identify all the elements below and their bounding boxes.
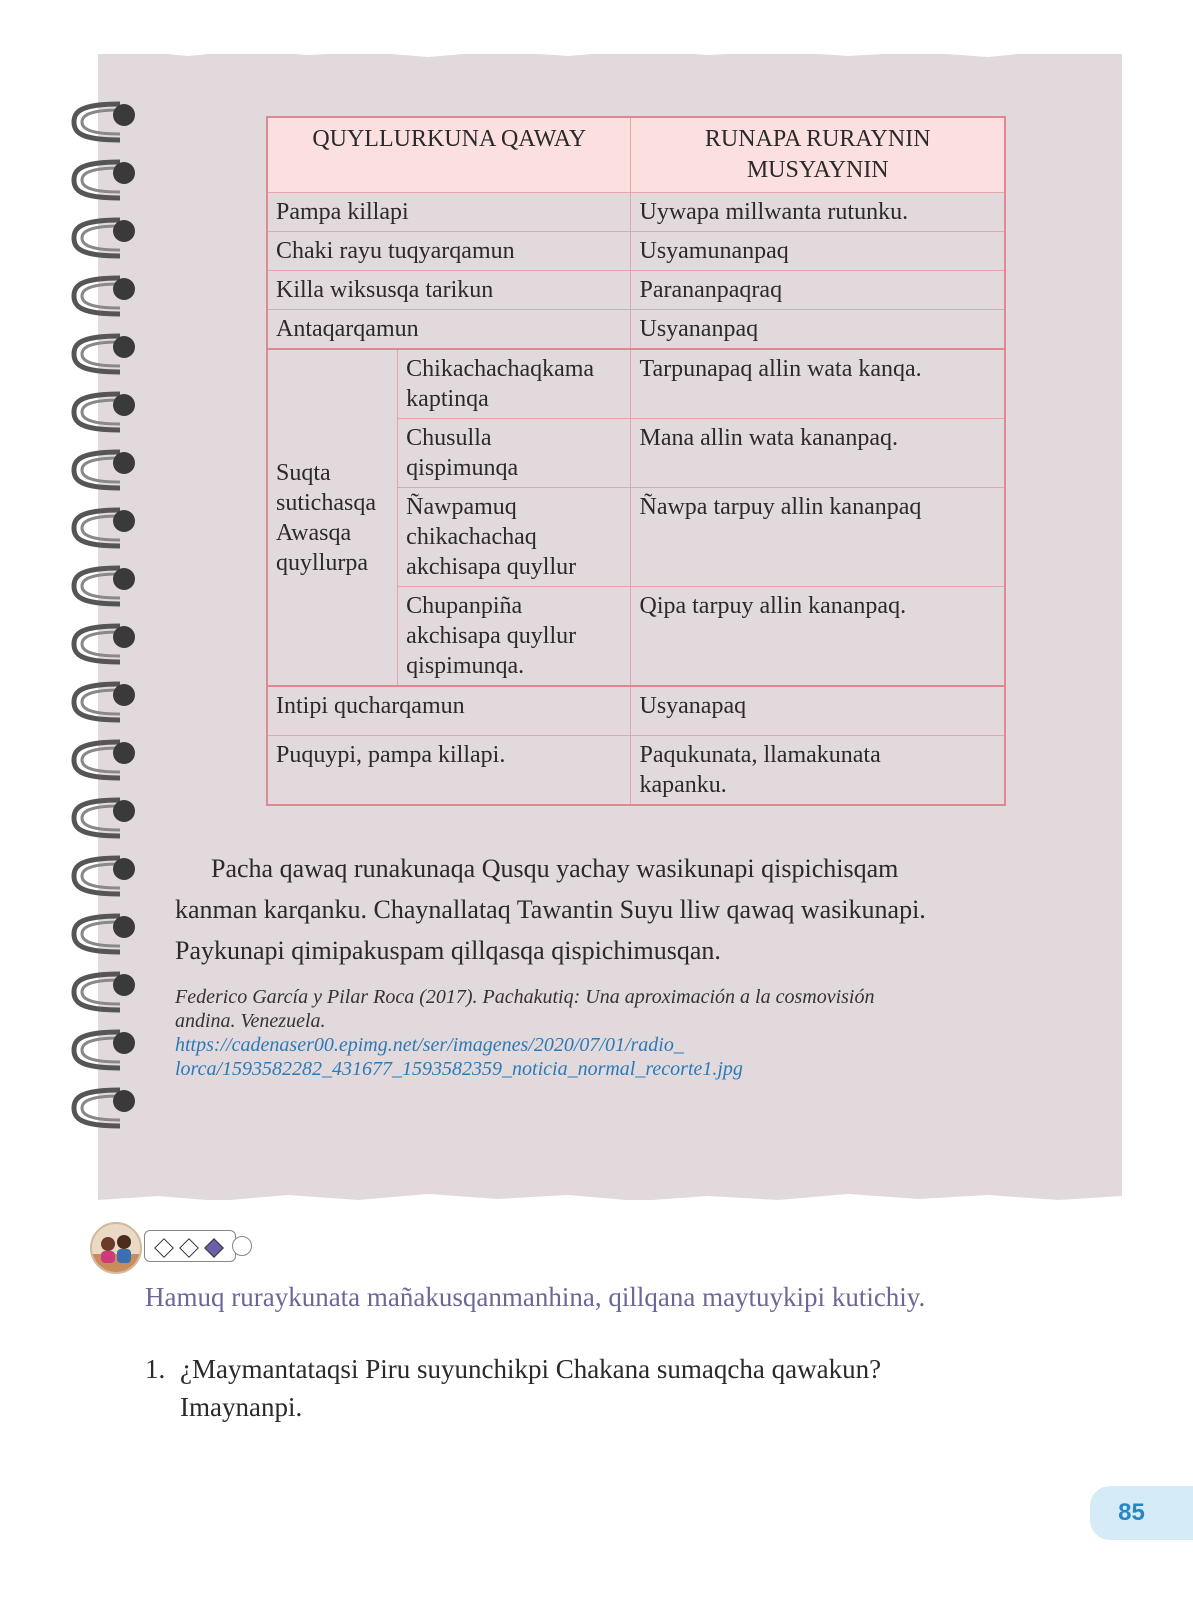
spiral-binding [70,100,150,1180]
students-avatar-icon [90,1222,142,1274]
table-row: Pampa killapi Uywapa millwanta rutunku. [267,193,1005,232]
table-row: Intipi qucharqamun Usyanapaq [267,686,1005,736]
table-row: Antaqarqamun Usyananpaq [267,310,1005,350]
spiral-rings-icon [70,100,150,1180]
diamond-empty-icon [179,1238,199,1258]
source-link[interactable]: lorca/1593582282_431677_1593582359_noticia_normal_recorte1.jpg [175,1058,743,1080]
activity-instruction: Hamuq ruraykunata mañakusqanmanhina, qillqana maytuykipi kutichiy. [145,1282,926,1312]
header-col1: QUYLLURKUNA QAWAY [267,117,631,193]
group-label: Suqta sutichasqa Awasqa quyllurpa [267,349,398,686]
table-row: Suqta sutichasqa Awasqa quyllurpa Chikachachaqkama kaptinqa Tarpunapaq allin wata kanqa. [267,349,1005,419]
source-link[interactable]: https://cadenaser00.epimg.net/ser/imagenes/2020/07/01/radio_ [175,1034,684,1056]
body-paragraph: Pacha qawaq runakunaqa Qusqu yachay wasikunapi qispichisqam kanman karqanku. Chaynallataq Tawantin Suyu lliw qawaq wasikunapi. Paykunapi qimipakuspam qillqasqa qispichimusqan. [175,854,926,965]
page-number: 85 [1090,1486,1193,1540]
sky-observation-table [266,116,1006,806]
citation: Federico García y Pilar Roca (2017). Pachakutiq: Una aproximación a la cosmovisión andina. Venezuela. https://cadenaser00.epimg.net/ser/imagenes/2020/07/01/radio_ lorca/1593582282_431677_1593582359_noticia_normal_recorte1.jpg [175,985,1055,1081]
table-row: Killa wiksusqa tarikun Parananpaqraq [267,271,1005,310]
table-row: Ñawpamuq chikachachaq akchisapa quyllur Ñawpa tarpuy allin kananpaq [267,488,1005,587]
diamond-empty-icon [154,1238,174,1258]
table-row: Puquypi, pampa killapi. Paqukunata, llamakunata kapanku. [267,736,1005,806]
table-row: Chupanpiña akchisapa quyllur qispimunqa. Qipa tarpuy allin kananpaq. [267,587,1005,687]
tag-hole-icon [232,1236,252,1256]
table-row: Chaki rayu tuqyarqamun Usyamunanpaq [267,232,1005,271]
diamond-filled-icon [204,1238,224,1258]
header-col2: RUNAPA RURAYNIN MUSYAYNIN [631,117,1005,193]
level-tag [144,1230,236,1262]
table-row: Chusulla qispimunqa Mana allin wata kananpaq. [267,419,1005,488]
